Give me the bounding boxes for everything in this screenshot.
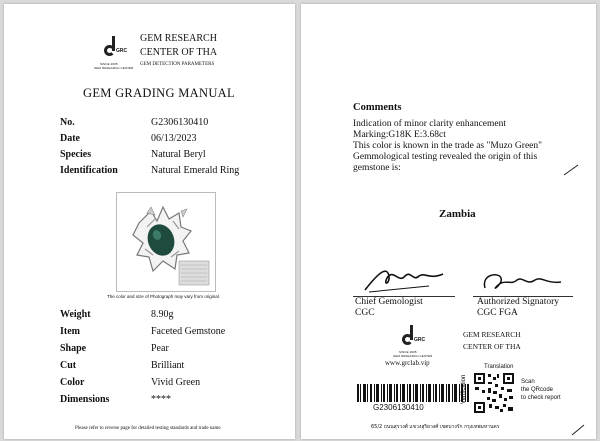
field-value-cut: Brilliant bbox=[151, 360, 185, 371]
footer-note: Please refer to reverse page for detailed testing standards and trade name bbox=[75, 426, 221, 431]
field-label-dimensions: Dimensions bbox=[60, 394, 110, 405]
field-value-weight: 8.90g bbox=[151, 309, 174, 320]
comment-line: This color is known in the trade as "Muzo Green" bbox=[353, 141, 543, 151]
signatory-right-title: Authorized Signatory bbox=[477, 297, 560, 307]
pen-mark-icon bbox=[571, 424, 585, 436]
origin-country: Zambia bbox=[439, 208, 476, 220]
field-label-color: Color bbox=[60, 377, 85, 388]
logo-since-text: SINCE 2005 bbox=[399, 350, 417, 354]
certificate-front-page bbox=[4, 4, 295, 439]
field-label-species: Species bbox=[60, 149, 92, 160]
comments-body bbox=[353, 119, 542, 174]
logo-org-text: GEM RESEARCH CENTER bbox=[94, 66, 134, 70]
ring-photo bbox=[116, 192, 216, 292]
org-tagline: GEM DETECTION PARAMETERS bbox=[140, 62, 215, 67]
barcode-icon bbox=[357, 384, 469, 402]
signatory-right-org: CGC FGA bbox=[477, 308, 518, 318]
field-label-weight: Weight bbox=[60, 309, 91, 320]
website-text: www.grclab.vip bbox=[385, 359, 430, 367]
barcode-number: G2306130410 bbox=[373, 403, 424, 412]
field-label-item: Item bbox=[60, 326, 80, 337]
qr-text-line2: the QRcode bbox=[521, 387, 554, 393]
comment-line: Gemmological testing revealed the origin of this bbox=[353, 152, 538, 162]
qr-text-line3: to check report bbox=[521, 395, 561, 401]
org-name-line2: CENTER OF THA bbox=[463, 342, 521, 351]
comment-line: gemstone is: bbox=[353, 163, 401, 173]
field-value-no: G2306130410 bbox=[151, 117, 209, 128]
field-value-shape: Pear bbox=[151, 343, 169, 354]
pen-mark-icon bbox=[563, 164, 579, 176]
qr-side-label: Verification bbox=[461, 374, 467, 404]
signatory-left-title: Chief Gemologist bbox=[355, 297, 423, 307]
certificate-back-page bbox=[301, 4, 596, 439]
manual-title: GEM GRADING MANUAL bbox=[83, 86, 235, 100]
field-label-identification: Identification bbox=[60, 165, 118, 176]
grc-logo-icon: GRC bbox=[103, 36, 127, 60]
field-value-identification: Natural Emerald Ring bbox=[151, 165, 240, 176]
field-label-cut: Cut bbox=[60, 360, 77, 371]
logo-org-text: GEM RESEARCH CENTER bbox=[393, 354, 433, 358]
authorized-signatory-signature bbox=[477, 266, 567, 296]
address-text: 65/2 ถนนสุรวงศ์ แขวงสุริยวงศ์ เขตบางรัก กรุงเทพมหานคร bbox=[371, 424, 500, 430]
grc-logo-icon: GRC bbox=[401, 325, 425, 349]
field-value-color: Vivid Green bbox=[151, 377, 201, 388]
emerald-ring-image bbox=[117, 193, 215, 291]
qr-code-icon[interactable] bbox=[473, 372, 515, 414]
field-label-no: No. bbox=[60, 117, 75, 128]
org-name-line2: CENTER OF THA bbox=[140, 47, 218, 58]
field-label-shape: Shape bbox=[60, 343, 87, 354]
field-value-dimensions: **** bbox=[151, 394, 171, 405]
signatory-left-org: CGC bbox=[355, 308, 375, 318]
comments-title: Comments bbox=[353, 102, 402, 113]
field-value-species: Natural Beryl bbox=[151, 149, 206, 160]
qr-label-top: Translation bbox=[484, 364, 514, 370]
org-name-line1: GEM RESEARCH bbox=[463, 330, 521, 339]
comment-line: Indication of minor clarity enhancement bbox=[353, 119, 506, 129]
certificate-hologram bbox=[179, 261, 209, 285]
comment-line: Marking:G18K E:3.68ct bbox=[353, 130, 446, 140]
field-label-date: Date bbox=[60, 133, 80, 144]
logo-since-text: SINCE 2005 bbox=[100, 62, 118, 66]
qr-text-line1: Scan bbox=[521, 379, 535, 385]
chief-gemologist-signature bbox=[359, 262, 449, 296]
field-value-item: Faceted Gemstone bbox=[151, 326, 226, 337]
field-value-date: 06/13/2023 bbox=[151, 133, 197, 144]
qr-instructions bbox=[521, 378, 561, 402]
org-name-line1: GEM RESEARCH bbox=[140, 33, 217, 44]
photo-caption: The color and size of Photograph may vary from original. bbox=[107, 294, 221, 299]
